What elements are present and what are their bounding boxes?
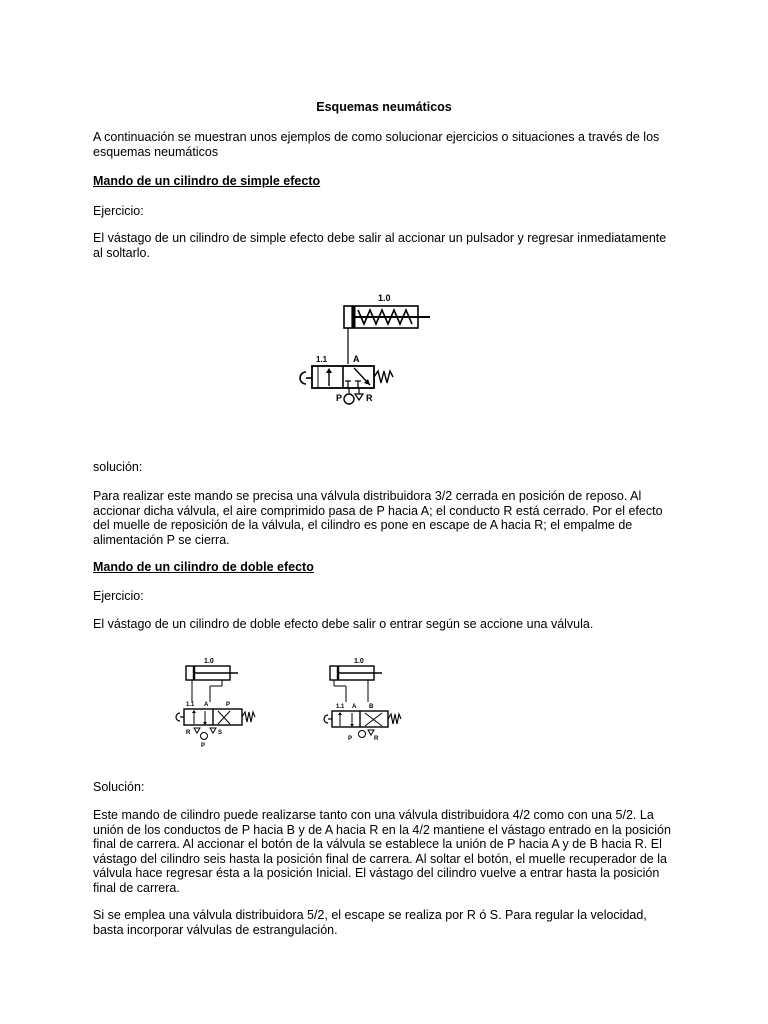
diagram3-port-p: P [348, 736, 353, 742]
diagram2-port-r: R [186, 730, 191, 736]
diagram2-cylinder-label: 1.0 [204, 658, 214, 665]
diagram3-cylinder-label: 1.0 [354, 658, 364, 665]
diagram2-port-p-top: P [226, 702, 231, 708]
section2-extra-text: Si se emplea una válvula distribuidora 5/2, el escape se realiza por R ó S. Para regular la velocidad, basta incorporar válvulas de estrangulación. [93, 908, 647, 937]
diagram2-valve-label: 1.1 [186, 702, 195, 708]
diagram1-port-r: R [366, 393, 373, 403]
diagram1-cylinder-label: 1.0 [378, 293, 391, 303]
section1-exercise-label: Ejercicio: [93, 204, 144, 218]
section2-exercise-label: Ejercicio: [93, 589, 144, 603]
section2-exercise-text: El vástago de un cilindro de doble efecto debe salir o entrar según se accione una válvula. [93, 617, 594, 631]
double-acting-cylinder-5-2-diagram [172, 654, 262, 754]
diagram1-port-p: P [336, 393, 343, 403]
diagram2-port-a: A [204, 702, 209, 708]
diagram3-port-b: B [369, 704, 374, 710]
diagram3-valve-label: 1.1 [336, 704, 345, 710]
section1-solution-text: Para realizar este mando se precisa una válvula distribuidora 3/2 cerrada en posición de reposo. Al accionar dicha válvula, el aire comprimido pasa de P hacia A; el conducto R está cerrado. Por el efecto del muelle de reposición de la válvula, el cilindro es pone en escape de A hacia R; el empalme de alimentación P se cierra. [93, 489, 663, 547]
section2-solution-text: Este mando de cilindro puede realizarse tanto con una válvula distribuidora 4/2 como con una 5/2. La unión de los conductos de P hacia B y de A hacia R en la 4/2 mantiene el vástago entrado en la posición final de carrera. Al accionar el botón de la válvula se establece la unión de P hacia A y de B hacia R. El vástago del cilindro seis hasta la posición final de carrera. Al soltar el botón, el muelle recuperador de la válvula hace regresar ésta a la posición Inicial. El vástago del cilindro vuelve a entrar hasta la posición final de carrera. [93, 808, 671, 895]
section1-heading: Mando de un cilindro de simple efecto [93, 174, 321, 188]
diagram3-port-a: A [352, 704, 357, 710]
section1-exercise-text: El vástago de un cilindro de simple efecto debe salir al accionar un pulsador y regresar inmediatamente al soltarlo. [93, 231, 667, 260]
diagram3-port-r: R [374, 736, 379, 742]
diagram2-port-p-bottom: P [201, 743, 206, 749]
section2-heading: Mando de un cilindro de doble efecto [93, 560, 314, 574]
double-acting-cylinder-4-2-diagram [322, 654, 412, 754]
intro-paragraph: A continuación se muestran unos ejemplos de como solucionar ejercicios o situaciones a través de los esquemas neumáticos [93, 130, 660, 159]
diagram1-valve-label: 1.1 [316, 355, 328, 364]
page-title: Esquemas neumáticos [316, 100, 452, 114]
section2-solution-label: Solución: [93, 780, 145, 794]
section1-solution-label: solución: [93, 460, 143, 474]
diagram1-port-a: A [353, 354, 360, 364]
diagram2-port-s: S [218, 730, 223, 736]
single-acting-cylinder-diagram [292, 288, 432, 418]
